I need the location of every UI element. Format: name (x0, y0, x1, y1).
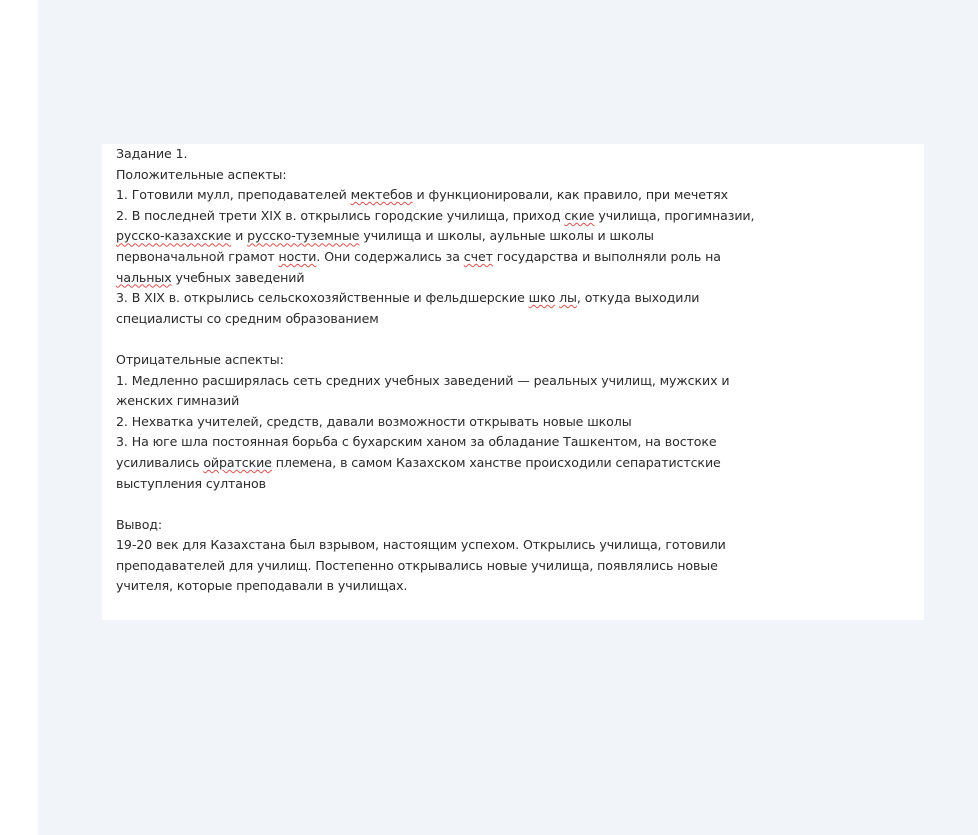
negative-item-1-line-2: женских гимназий (116, 393, 240, 409)
negative-item-3-line-1: 3. На юге шла постоянная борьба с бухарским ханом за обладание Ташкентом, на востоке (116, 434, 717, 450)
spellcheck-word: счет (463, 248, 493, 264)
spellcheck-word: мектебов (350, 187, 413, 203)
positive-item-3-line-2: специалисты со средним образованием (116, 310, 379, 326)
positive-item-2-line-3: первоначальной грамот ности. Они содержались за счет государства и выполняли роль на (116, 248, 721, 264)
conclusion-heading: Вывод: (116, 516, 163, 532)
spellcheck-word: ности (278, 248, 317, 264)
negative-item-3-line-2: усиливались ойратские племена, в самом Казахском ханстве происходили сепаратистские (116, 454, 721, 470)
spellcheck-word: русско-казахские (116, 228, 232, 244)
positive-item-2-line-1: 2. В последней трети XIX в. открылись городские училища, приход ские училища, прогимназии, (116, 207, 755, 223)
negative-heading: Отрицательные аспекты: (116, 351, 284, 367)
conclusion-line-3: учителя, которые преподавали в училищах. (116, 578, 408, 594)
spellcheck-word: ские (564, 207, 595, 223)
positive-item-2-line-4: чальных учебных заведений (116, 269, 305, 285)
spellcheck-word: ойратские (203, 454, 272, 470)
paragraph-gap (116, 494, 910, 515)
task-title: Задание 1. (116, 146, 188, 161)
spellcheck-word: русско-туземные (247, 228, 360, 244)
paragraph-gap (116, 329, 910, 350)
conclusion-line-1: 19-20 век для Казахстана был взрывом, настоящим успехом. Открылись училища, готовили (116, 537, 726, 553)
spellcheck-word: лы (559, 290, 577, 306)
positive-item-2-line-2: русско-казахские и русско-туземные училища и школы, аульные школы и школы (116, 228, 654, 244)
positive-heading: Положительные аспекты: (116, 166, 287, 182)
positive-item-1: 1. Готовили мулл, преподавателей мектебов и функционировали, как правило, при мечетях (116, 187, 728, 203)
conclusion-line-2: преподавателей для училищ. Постепенно открывались новые училища, появлялись новые (116, 557, 718, 573)
spellcheck-word: чальных (116, 269, 172, 285)
positive-item-3-line-1: 3. В XIX в. открылись сельскохозяйственные и фельдшерские шко лы, откуда выходили (116, 290, 700, 306)
spellcheck-word: шко (528, 290, 556, 306)
negative-item-3-line-3: выступления султанов (116, 475, 266, 491)
document-screenshot (102, 144, 924, 620)
negative-item-2: 2. Нехватка учителей, средств, давали возможности открывать новые школы (116, 413, 632, 429)
negative-item-1-line-1: 1. Медленно расширялась сеть средних учебных заведений — реальных училищ, мужских и (116, 372, 730, 388)
